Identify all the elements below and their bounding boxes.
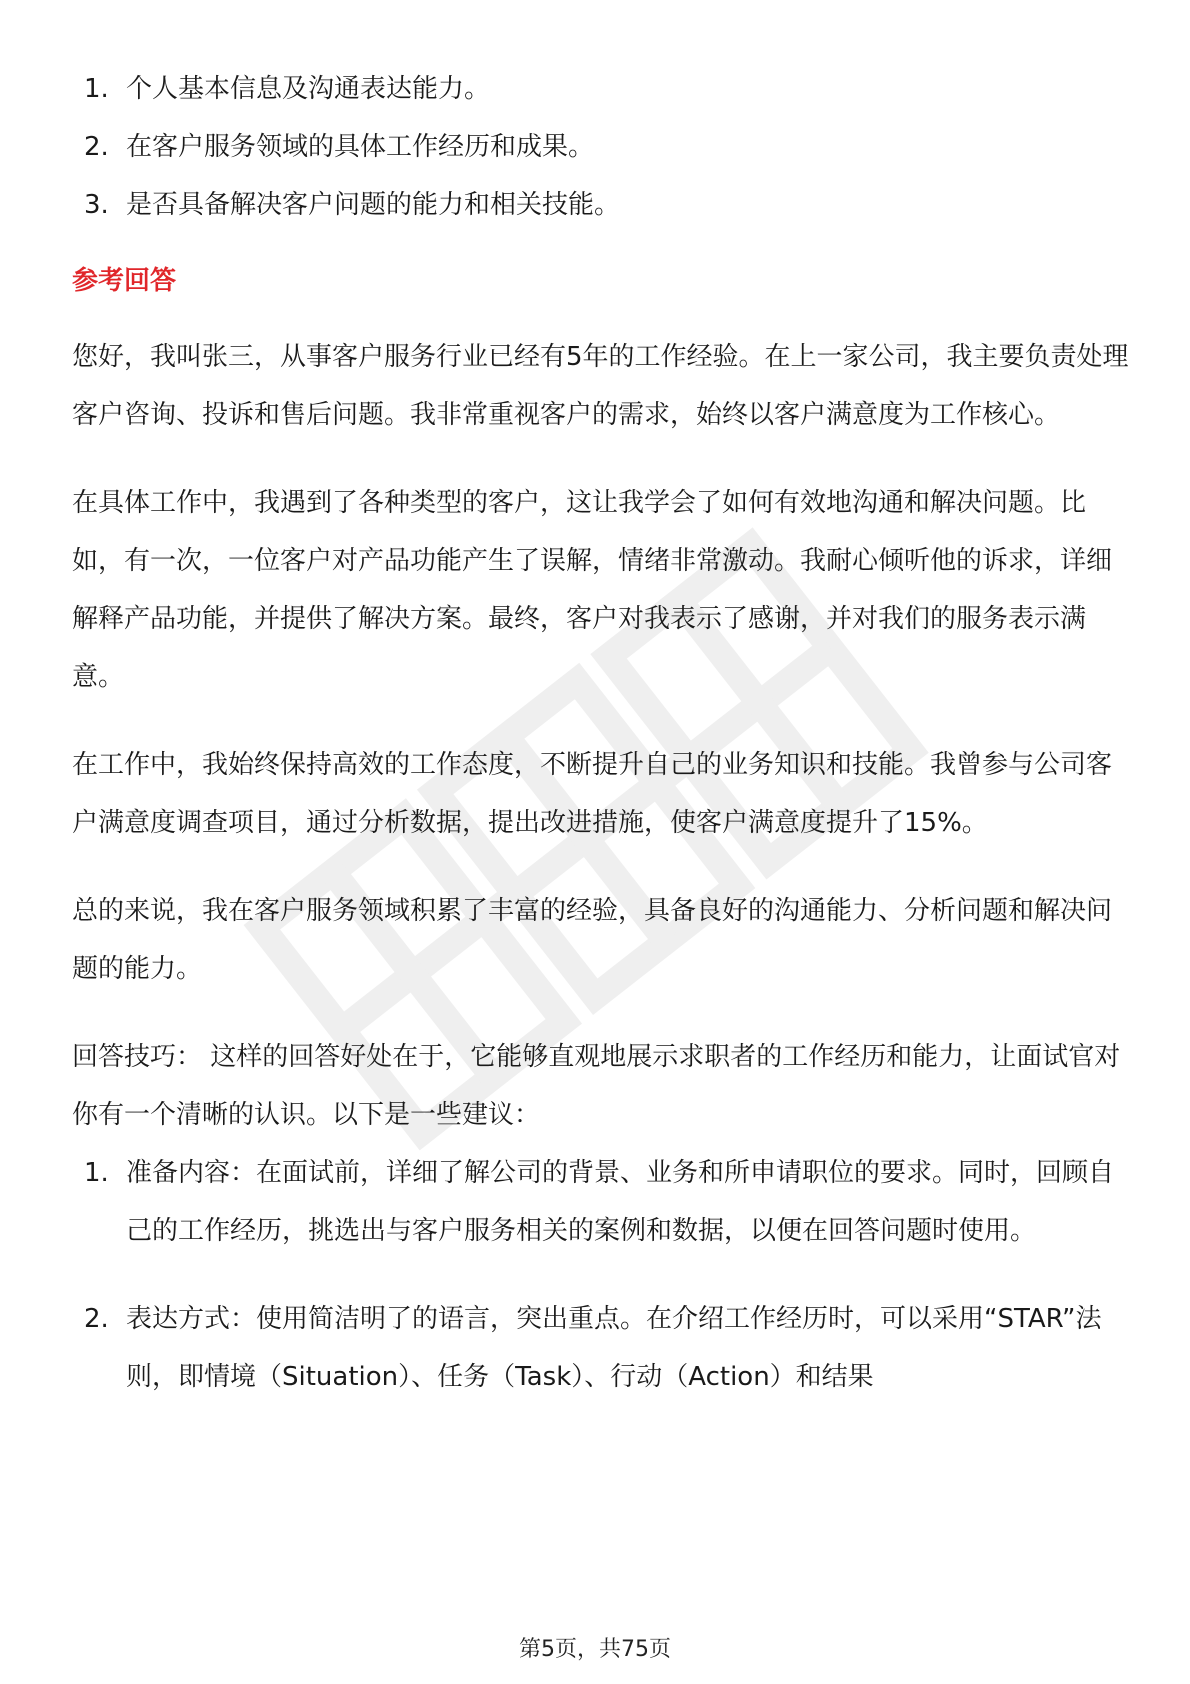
list-number: 3. — [84, 190, 109, 220]
content-area — [72, 60, 1132, 1436]
list-text: 个人基本信息及沟通表达能力。 — [126, 74, 491, 104]
tips-paragraph: 回答技巧： 这样的回答好处在于，它能够直观地展示求职者的工作经历和能力，让面试官对你有一个清晰的认识。以下是一些建议： — [72, 1042, 1121, 1130]
list-item — [72, 176, 1132, 234]
answer-paragraph: 在工作中，我始终保持高效的工作态度，不断提升自己的业务知识和技能。我曾参与公司客户满意度调查项目，通过分析数据，提出改进措施，使客户满意度提升了15%。 — [72, 750, 1113, 838]
list-text: 准备内容：在面试前，详细了解公司的背景、业务和所申请职位的要求。同时，回顾自己的工作经历，挑选出与客户服务相关的案例和数据，以便在回答问题时使用。 — [126, 1158, 1115, 1246]
answer-paragraph: 在具体工作中，我遇到了各种类型的客户，这让我学会了如何有效地沟通和解决问题。比如，有一次，一位客户对产品功能产生了误解，情绪非常激动。我耐心倾听他的诉求，详细解释产品功能，并提供了解决方案。最终，客户对我表示了感谢，并对我们的服务表示满意。 — [72, 488, 1113, 692]
requirements-list — [72, 60, 1132, 234]
list-number: 2. — [84, 1304, 109, 1334]
list-text: 表达方式：使用简洁明了的语言，突出重点。在介绍工作经历时，可以采用“STAR”法则，即情境（Situation）、任务（Task）、行动（Action）和结果 — [126, 1304, 1102, 1392]
list-number: 1. — [84, 74, 109, 104]
list-item — [72, 1290, 1132, 1406]
list-number: 2. — [84, 132, 109, 162]
list-item — [72, 118, 1132, 176]
answer-paragraph: 您好，我叫张三，从事客户服务行业已经有5年的工作经验。在上一家公司，我主要负责处理客户咨询、投诉和售后问题。我非常重视客户的需求，始终以客户满意度为工作核心。 — [72, 342, 1129, 430]
page-footer: 第5页，共75页 — [519, 1637, 671, 1662]
list-number: 1. — [84, 1158, 109, 1188]
list-text: 在客户服务领域的具体工作经历和成果。 — [126, 132, 595, 162]
tips-list — [72, 1144, 1132, 1406]
list-text: 是否具备解决客户问题的能力和相关技能。 — [126, 190, 621, 220]
list-item — [72, 60, 1132, 118]
section-heading: 参考回答 — [72, 266, 177, 296]
list-item — [72, 1144, 1132, 1260]
answer-paragraph: 总的来说，我在客户服务领域积累了丰富的经验，具备良好的沟通能力、分析问题和解决问题的能力。 — [72, 896, 1113, 984]
